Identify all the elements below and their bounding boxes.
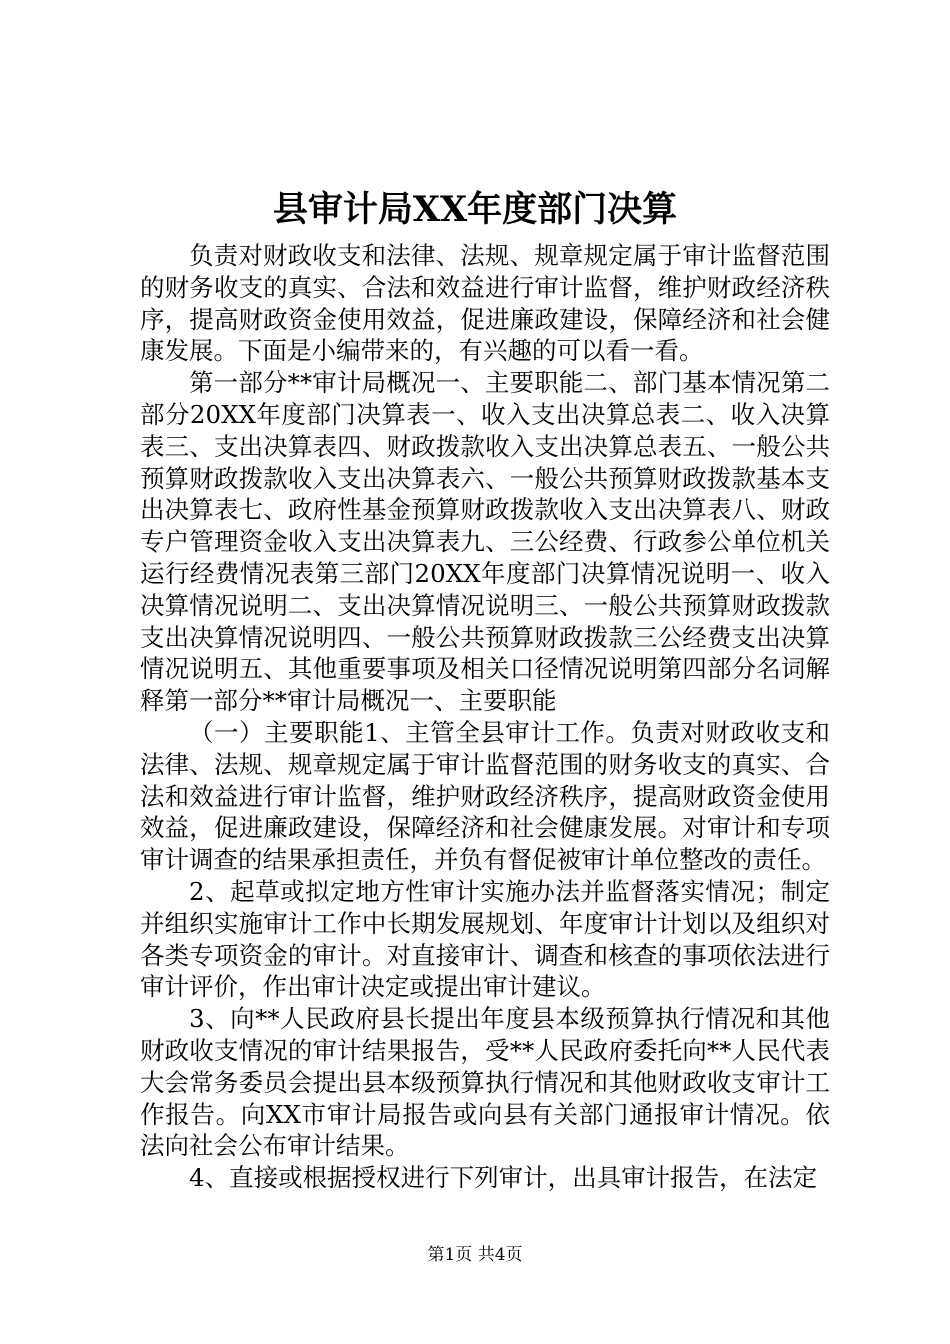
paragraph-item-4: 4、直接或根据授权进行下列审计，出具审计报告，在法定: [189, 1163, 818, 1193]
paragraph-item-2: 2、起草或拟定地方性审计实施办法并监督落实情况；制定并组织实施审计工作中长期发展规划、年度审计计划以及组织对各类专项资金的审计。对直接审计、调查和核查的事项依法进行审计评价，作出审计决定或提出审计建议。: [140, 876, 830, 1002]
document-title: 县审计局XX年度部门决算: [272, 189, 678, 230]
paragraph-contents: 第一部分**审计局概况一、主要职能二、部门基本情况第二部分20XX年度部门决算表一、收入支出决算总表二、收入决算表三、支出决算表四、财政拨款收入支出决算总表五、一般公共预算财政拨款收入支出决算表六、一般公共预算财政拨款基本支出决算表七、政府性基金预算财政拨款收入支出决算表八、财政专户管理资金收入支出决算表九、三公经费、行政参公单位机关运行经费情况表第三部门20XX年度部门决算情况说明一、收入决算情况说明二、支出决算情况说明三、一般公共预算财政拨款支出决算情况说明四、一般公共预算财政拨款三公经费支出决算情况说明五、其他重要事项及相关口径情况说明第四部分名词解释第一部分**审计局概况一、主要职能: [140, 368, 830, 716]
page-footer: 第1页 共4页: [427, 1245, 523, 1265]
paragraph-item-3: 3、向**人民政府县长提出年度县本级预算执行情况和其他财政收支情况的审计结果报告，受**人民政府委托向**人民代表大会常务委员会提出县本级预算执行情况和其他财政收支审计工作报告。向XX市审计局报告或向县有关部门通报审计情况。依法向社会公布审计结果。: [140, 1004, 830, 1161]
paragraph-main-functions: （一）主要职能1、主管全县审计工作。负责对财政收支和法律、法规、规章规定属于审计监督范围的财务收支的真实、合法和效益进行审计监督，维护财政经济秩序，提高财政资金使用效益，促进廉政建设，保障经济和社会健康发展。对审计和专项审计调查的结果承担责任，并负有督促被审计单位整改的责任。: [140, 717, 830, 875]
document-body: [140, 240, 830, 1194]
paragraph-intro: 负责对财政收支和法律、法规、规章规定属于审计监督范围的财务收支的真实、合法和效益进行审计监督，维护财政经济秩序，提高财政资金使用效益，促进廉政建设，保障经济和社会健康发展。下面是小编带来的，有兴趣的可以看一看。: [140, 241, 830, 366]
